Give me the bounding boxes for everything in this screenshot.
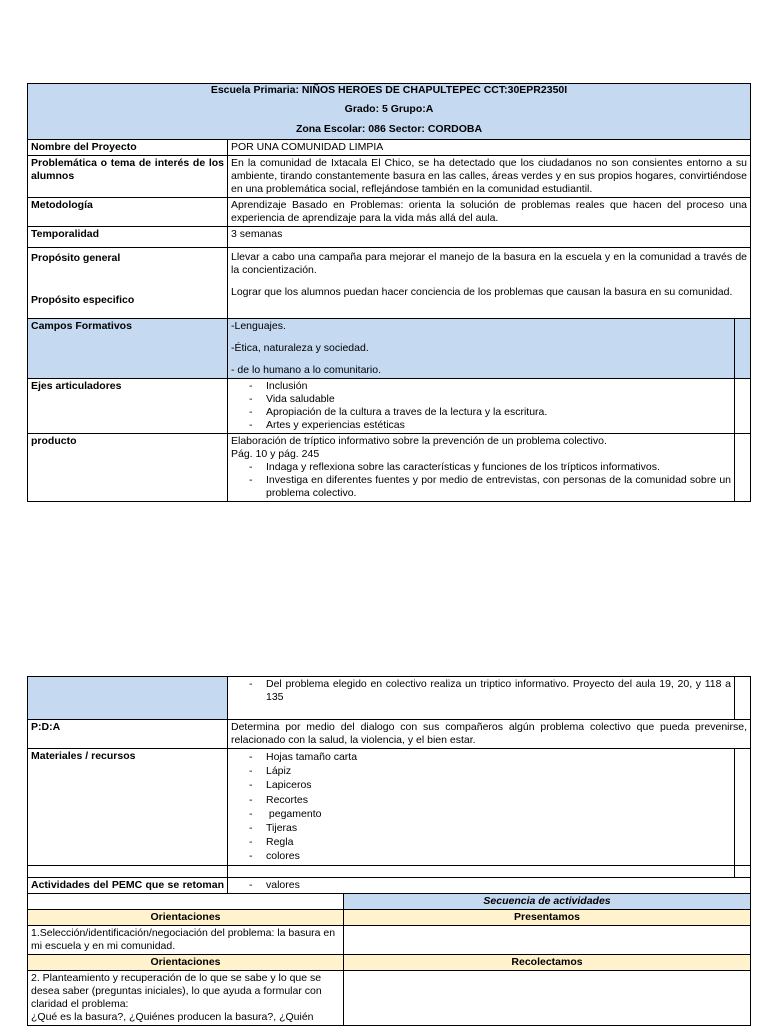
material-item: - colores (266, 849, 731, 863)
grade-group: Grado: 5 Grupo:A (344, 103, 434, 115)
step1-text: 1.Selección/identificación/negociación del problema: la basura en mi escuela y en mi comunidad. (28, 925, 344, 954)
project-table-page1 (27, 83, 751, 502)
producto-spacer (735, 434, 751, 502)
proposito-especifico-label: Propósito especifico (31, 294, 135, 306)
problematica-value: En la comunidad de Ixtacala El Chico, se ha detectado que los ciudadanos no son consientes entorno a su ambiente, tirando constantemente basura en las calles, áreas verdes y en sus propios hogares, convirtiéndose en una problemática social, reflejándose también en la comunidad estudiantil. (228, 156, 751, 198)
orientaciones-header-2: Orientaciones (28, 954, 344, 970)
metodologia-label: Metodología (28, 198, 228, 227)
secuencia-blank (28, 893, 344, 909)
materiales-value (228, 749, 735, 866)
producto-item: - Investiga en diferentes fuentes y por medio de entrevistas, con personas de la comunidad sobre un problema colectivo. (266, 474, 731, 500)
metodologia-value: Aprendizaje Basado en Problemas: orienta la solución de problemas reales que hacen del proceso una experiencia de aprendizaje para la vida más allá del aula. (228, 198, 751, 227)
materiales-label: Materiales / recursos (28, 749, 228, 866)
material-item: - pegamento (266, 807, 731, 821)
empty-cell (735, 865, 751, 877)
pemc-item: - valores (266, 879, 747, 892)
material-item: - Regla (266, 835, 731, 849)
material-item: - Hojas tamaño carta (266, 750, 731, 764)
producto-value (228, 434, 735, 502)
eje-item: - Vida saludable (266, 393, 731, 406)
eje-item: - Artes y experiencias estéticas (266, 419, 731, 432)
step2-blank (344, 970, 751, 1025)
school-name: Escuela Primaria: NIÑOS HEROES DE CHAPULTEPEC CCT:30EPR2350I (210, 84, 568, 96)
step2-text: 2. Planteamiento y recuperación de lo que se sabe y lo que se desea saber (preguntas iniciales), lo que ayuda a formular con claridad el problema: (31, 971, 322, 1010)
proposito-values (228, 248, 751, 319)
ejes-label: Ejes articuladores (28, 379, 228, 434)
nombre-value: POR UNA COMUNIDAD LIMPIA (228, 140, 751, 156)
material-item: - Lápiz (266, 764, 731, 778)
producto-line1: Elaboración de tríptico informativo sobre la prevención de un problema colectivo. (231, 435, 607, 447)
campo-item: -Ética, naturaleza y sociedad. (231, 342, 369, 354)
problematica-label: Problemática o tema de interés de los alumnos (28, 156, 228, 198)
recolectamos-header: Recolectamos (344, 954, 751, 970)
continued-item: - Del problema elegido en colectivo realiza un triptico informativo. Proyecto del aula 19, 20, y 118 a 135 (266, 678, 731, 704)
continued-label-cell (28, 677, 228, 720)
pemc-value (228, 877, 751, 893)
school-header (28, 84, 751, 140)
continued-spacer (735, 677, 751, 720)
proposito-general-value: Llevar a cabo una campaña para mejorar el manejo de la basura en la escuela y en la comunidad a través de la concientización. (231, 251, 748, 276)
producto-line2: Pág. 10 y pág. 245 (231, 448, 320, 460)
empty-cell (228, 865, 735, 877)
step2-questions: ¿Qué es la basura?, ¿Quiénes producen la basura?, ¿Quién (31, 1010, 314, 1023)
producto-item: - Indaga y reflexiona sobre las características y funciones de los trípticos informativos. (266, 461, 731, 474)
secuencia-header: Secuencia de actividades (344, 893, 751, 909)
temporalidad-value: 3 semanas (228, 227, 751, 248)
pda-value: Determina por medio del dialogo con sus compañeros algún problema colectivo que pueda prevenirse, relacionado con la salud, la violencia, y el bien estar. (228, 720, 751, 749)
eje-item: - Inclusión (266, 380, 731, 393)
campos-row (28, 319, 751, 379)
campos-spacer (735, 319, 751, 379)
material-item: - Tijeras (266, 821, 731, 835)
ejes-spacer (735, 379, 751, 434)
material-item: - Lapiceros (266, 778, 731, 792)
project-table-page2 (27, 676, 751, 1026)
material-item: - Recortes (266, 793, 731, 807)
campo-item: - de lo humano a lo comunitario. (231, 364, 381, 376)
pda-label: P:D:A (28, 720, 228, 749)
step2-cell (28, 970, 344, 1025)
continued-value (228, 677, 735, 720)
temporalidad-label: Temporalidad (28, 227, 228, 248)
zone-sector: Zona Escolar: 086 Sector: CORDOBA (295, 123, 483, 135)
pemc-label-text: Actividades del PEMC que se retoman (31, 878, 224, 891)
nombre-label: Nombre del Proyecto (28, 140, 228, 156)
producto-label: producto (28, 434, 228, 502)
campos-label: Campos Formativos (28, 319, 228, 379)
empty-cell (28, 865, 228, 877)
ejes-value (228, 379, 735, 434)
eje-item: - Apropiación de la cultura a traves de la lectura y la escritura. (266, 406, 731, 419)
proposito-especifico-value: Lograr que los alumnos puedan hacer conciencia de los problemas que causan la basura en su comunidad. (231, 286, 733, 298)
campo-item: -Lenguajes. (231, 320, 286, 332)
step1-blank (344, 925, 751, 954)
materiales-spacer (735, 749, 751, 866)
campos-value (228, 319, 735, 379)
proposito-general-label: Propósito general (31, 252, 121, 264)
proposito-labels (28, 248, 228, 319)
pemc-label (28, 877, 228, 893)
presentamos-header: Presentamos (344, 909, 751, 925)
orientaciones-header-1: Orientaciones (28, 909, 344, 925)
